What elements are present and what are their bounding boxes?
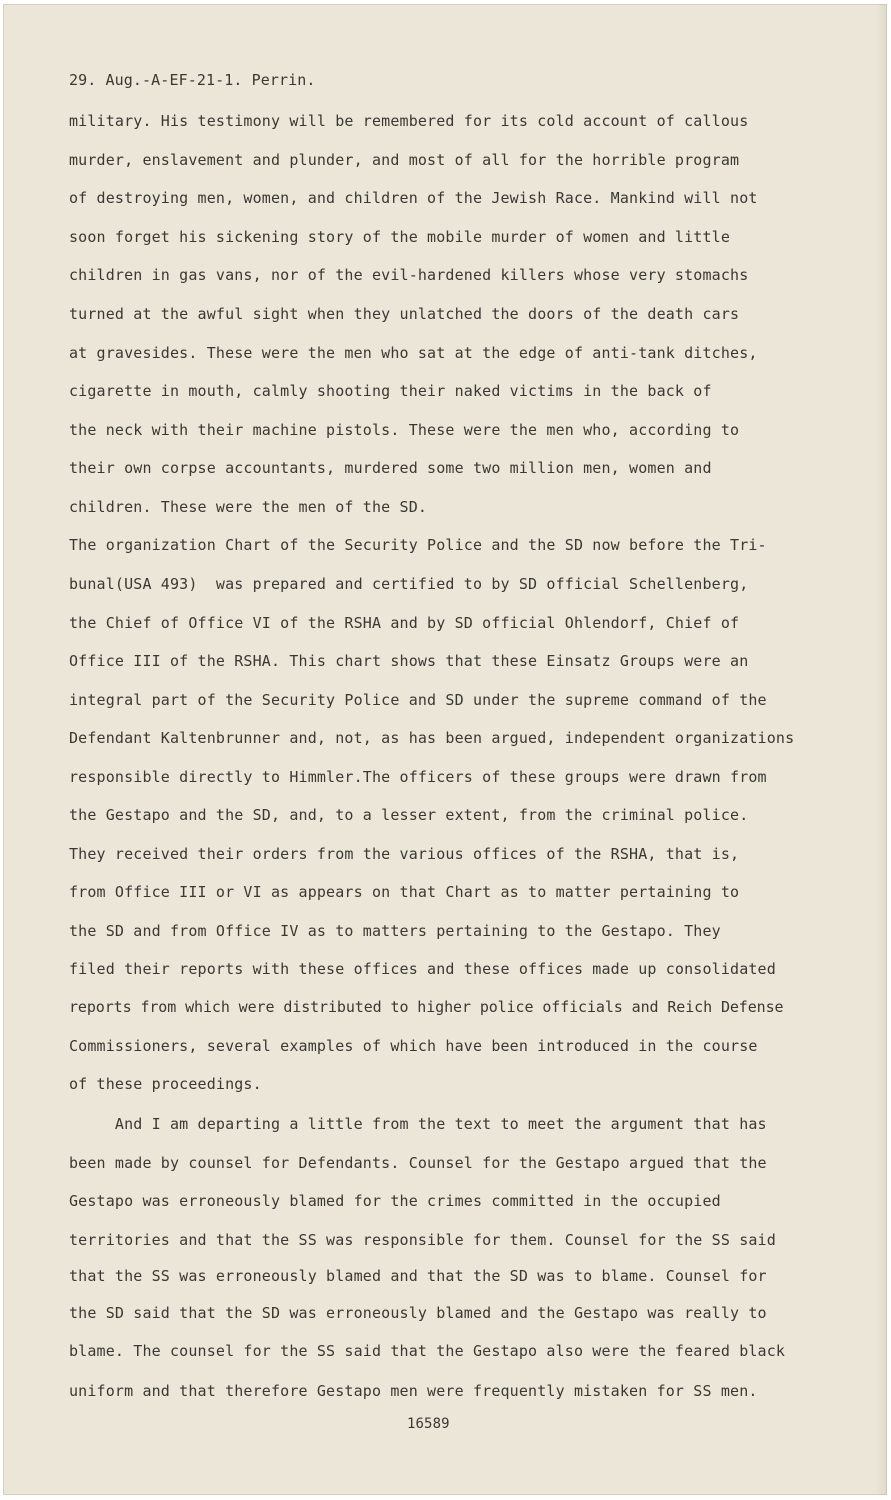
document-header: 29. Aug.-A-EF-21-1. Perrin. xyxy=(69,71,316,89)
text-line: murder, enslavement and plunder, and most of all for the horrible program xyxy=(69,151,740,169)
text-line: been made by counsel for Defendants. Counsel for the Gestapo argued that the xyxy=(69,1154,767,1172)
text-line: the Chief of Office VI of the RSHA and by SD official Ohlendorf, Chief of xyxy=(69,614,740,632)
text-line: turned at the awful sight when they unlatched the doors of the death cars xyxy=(69,305,740,323)
text-line: Defendant Kaltenbrunner and, not, as has been argued, independent organizations xyxy=(69,729,795,747)
text-line: the SD and from Office IV as to matters pertaining to the Gestapo. They xyxy=(69,922,721,940)
text-line: They received their orders from the various offices of the RSHA, that is, xyxy=(69,845,740,863)
text-line: children. These were the men of the SD. xyxy=(69,498,428,516)
text-line: Commissioners, several examples of which have been introduced in the course xyxy=(69,1037,758,1055)
text-line: the SD said that the SD was erroneously blamed and the Gestapo was really to xyxy=(69,1304,767,1322)
text-line: cigarette in mouth, calmly shooting their naked victims in the back of xyxy=(69,382,712,400)
text-line: Gestapo was erroneously blamed for the crimes committed in the occupied xyxy=(69,1192,721,1210)
text-line: territories and that the SS was responsible for them. Counsel for the SS said xyxy=(69,1231,776,1249)
text-line: filed their reports with these offices and these offices made up consolidated xyxy=(69,960,776,978)
text-line: Office III of the RSHA. This chart shows that these Einsatz Groups were an xyxy=(69,652,749,670)
text-line: that the SS was erroneously blamed and that the SD was to blame. Counsel for xyxy=(69,1267,767,1285)
text-line: the neck with their machine pistols. These were the men who, according to xyxy=(69,421,740,439)
page-number: 16589 xyxy=(407,1416,450,1432)
text-line: integral part of the Security Police and SD under the supreme command of the xyxy=(69,691,767,709)
text-line: soon forget his sickening story of the mobile murder of women and little xyxy=(69,228,731,246)
text-line: blame. The counsel for the SS said that the Gestapo also were the feared black xyxy=(69,1342,786,1360)
text-line: of destroying men, women, and children of the Jewish Race. Mankind will not xyxy=(69,189,758,207)
text-line: And I am departing a little from the text to meet the argument that has xyxy=(69,1115,767,1133)
text-line: uniform and that therefore Gestapo men were frequently mistaken for SS men. xyxy=(69,1382,758,1400)
document-page xyxy=(3,4,887,1495)
text-line: their own corpse accountants, murdered some two million men, women and xyxy=(69,459,712,477)
text-line: the Gestapo and the SD, and, to a lesser extent, from the criminal police. xyxy=(69,806,749,824)
text-line: from Office III or VI as appears on that Chart as to matter pertaining to xyxy=(69,883,740,901)
text-line: responsible directly to Himmler.The officers of these groups were drawn from xyxy=(69,768,767,786)
text-line: children in gas vans, nor of the evil-hardened killers whose very stomachs xyxy=(69,266,749,284)
text-line: The organization Chart of the Security Police and the SD now before the Tri- xyxy=(69,536,767,554)
text-line: bunal(USA 493) was prepared and certified to by SD official Schellenberg, xyxy=(69,575,749,593)
text-line: at gravesides. These were the men who sat at the edge of anti-tank ditches, xyxy=(69,344,758,362)
text-line: of these proceedings. xyxy=(69,1075,262,1093)
text-line: reports from which were distributed to higher police officials and Reich Defense xyxy=(69,998,784,1016)
text-line: military. His testimony will be remembered for its cold account of callous xyxy=(69,112,749,130)
